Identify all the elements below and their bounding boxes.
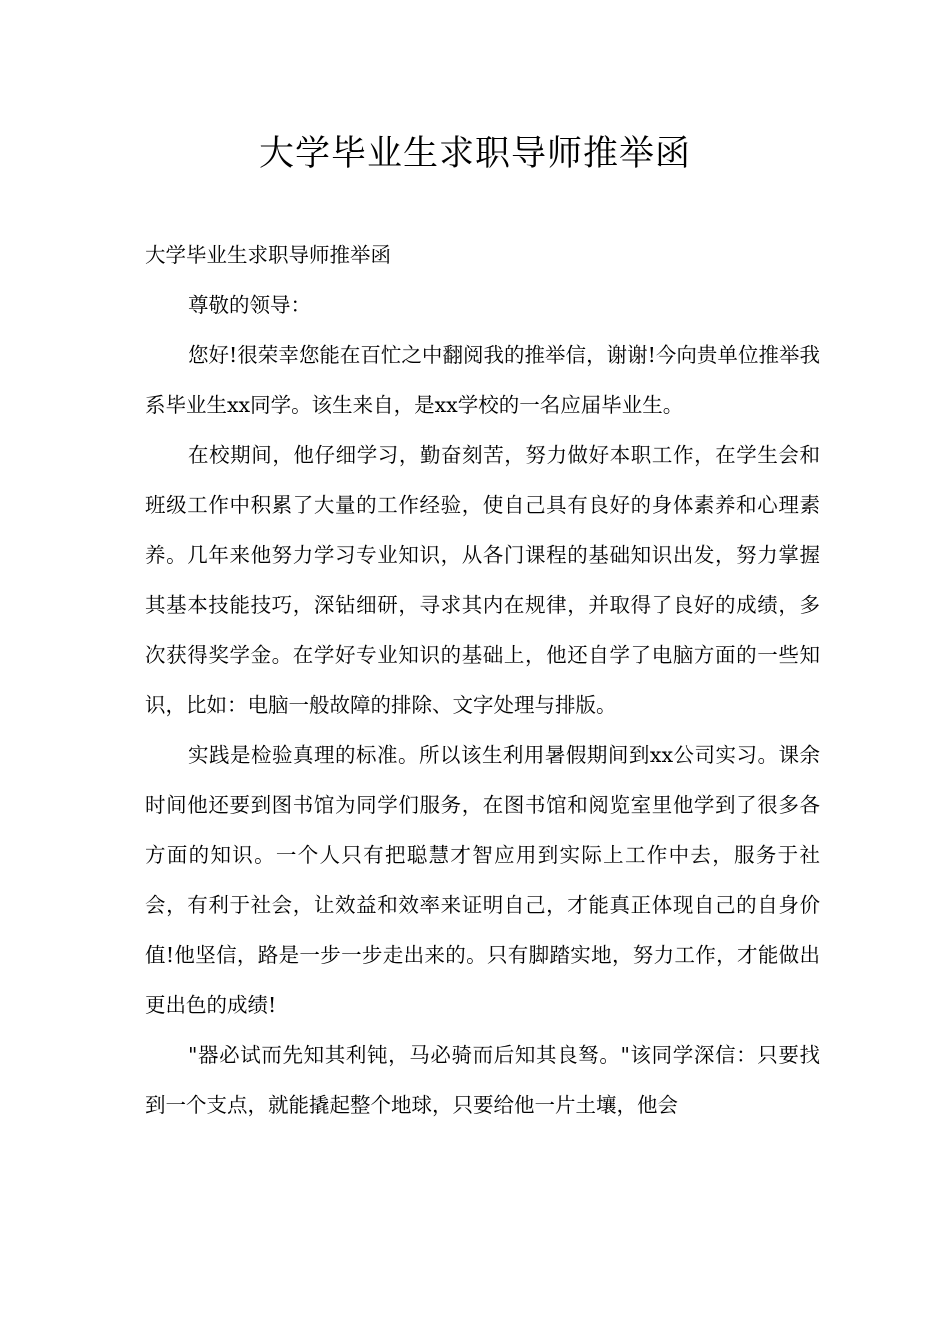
paragraph-school-performance: 在校期间，他仔细学习，勤奋刻苦，努力做好本职工作，在学生会和班级工作中积累了大量的工作经验，使自己具有良好的身体素养和心理素养。几年来他努力学习专业知识，从各门课程的基础知识出发，努力掌握其基本技能技巧，深钻细研，寻求其内在规律，并取得了良好的成绩，多次获得奖学金。在学好专业知识的基础上，他还自学了电脑方面的一些知识，比如：电脑一般故障的排除、文字处理与排版。 [145, 443, 820, 717]
paragraph-greeting: 您好!很荣幸您能在百忙之中翻阅我的推举信，谢谢!今向贵单位推举我系毕业生xx同学。该生来自，是xx学校的一名应届毕业生。 [145, 343, 820, 417]
document-title: 大学毕业生求职导师推举函 [258, 134, 691, 174]
salutation: 尊敬的领导： [188, 293, 311, 317]
document-subtitle: 大学毕业生求职导师推举函 [145, 243, 391, 267]
paragraph-practice: 实践是检验真理的标准。所以该生利用暑假期间到xx公司实习。课余时间他还要到图书馆为同学们服务，在图书馆和阅览室里他学到了很多各方面的知识。一个人只有把聪慧才智应用到实际上工作中去，服务于社会，有利于社会，让效益和效率来证明自己，才能真正体现自己的自身价值!他坚信，路是一步一步走出来的。只有脚踏实地，努力工作，才能做出更出色的成绩! [145, 743, 820, 1017]
paragraph-quote: "器必试而先知其利钝，马必骑而后知其良驽。"该同学深信：只要找到一个支点，就能撬起整个地球，只要给他一片土壤，他会 [145, 1043, 820, 1117]
document-body [145, 230, 820, 1130]
